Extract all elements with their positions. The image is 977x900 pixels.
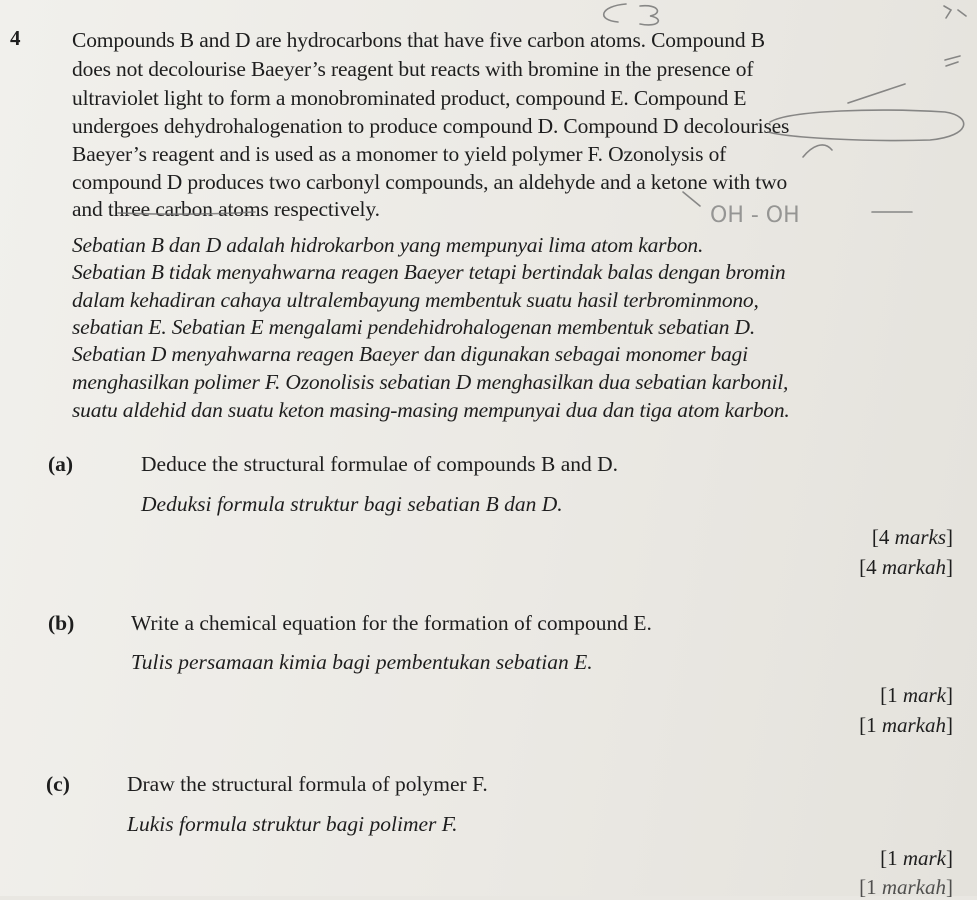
part-label: (b)	[48, 611, 75, 635]
markah-allocation: [4 markah]	[859, 555, 953, 579]
stem-ms-line: sebatian E. Sebatian E mengalami pendehidrohalogenan membentuk sebatian D.	[72, 315, 756, 339]
stem-ms-line: dalam kehadiran cahaya ultralembayung membentuk suatu hasil terbrominmono,	[72, 288, 759, 312]
stem-ms-line: Sebatian D menyahwarna reagen Baeyer dan digunakan sebagai monomer bagi	[72, 342, 748, 366]
marks-allocation: [4 marks]	[871, 525, 953, 549]
part-question-english: Draw the structural formula of polymer F.	[127, 772, 488, 796]
pencil-arrow	[848, 84, 905, 103]
stem-en-line: Baeyer’s reagent and is used as a monomer to yield polymer F. Ozonolysis of	[72, 142, 727, 166]
markah-allocation: [1 markah]	[859, 713, 953, 737]
question-number: 4	[10, 26, 21, 50]
stem-ms-line: menghasilkan polimer F. Ozonolisis sebatian D menghasilkan dua sebatian karbonil,	[72, 370, 789, 394]
pencil-scribble	[958, 10, 966, 16]
pencil-circle	[768, 110, 964, 140]
pencil-scribble	[604, 4, 626, 22]
stem-en-line: and three carbon atoms respectively.	[72, 197, 380, 221]
handwritten-note: OH - OH	[710, 203, 800, 228]
stem-ms-line: Sebatian B tidak menyahwarna reagen Baeyer tetapi bertindak balas dengan bromin	[72, 260, 786, 284]
part-question-english: Deduce the structural formulae of compounds B and D.	[141, 452, 619, 476]
part-label: (a)	[48, 452, 74, 476]
pencil-scribble	[944, 6, 951, 18]
part-question-malay: Lukis formula struktur bagi polimer F.	[127, 812, 458, 836]
marks-allocation: [1 mark]	[880, 683, 953, 707]
pencil-scribble	[945, 56, 960, 66]
stem-en-line: Compounds B and D are hydrocarbons that have five carbon atoms. Compound B	[72, 28, 765, 52]
markah-allocation: [1 markah]	[859, 875, 953, 899]
stem-ms-line: suatu aldehid dan suatu keton masing-masing mempunyai dua dan tiga atom karbon.	[72, 398, 790, 422]
part-question-malay: Deduksi formula struktur bagi sebatian B dan D.	[141, 492, 563, 516]
pencil-scribble	[640, 6, 658, 25]
stem-ms-line: Sebatian B dan D adalah hidrokarbon yang mempunyai lima atom karbon.	[72, 233, 704, 257]
part-label: (c)	[46, 772, 70, 796]
part-question-english: Write a chemical equation for the formation of compound E.	[131, 611, 652, 635]
marks-allocation: [1 mark]	[880, 846, 953, 870]
stem-en-line: does not decolourise Baeyer’s reagent but reacts with bromine in the presence of	[72, 57, 754, 81]
stem-en-line: undergoes dehydrohalogenation to produce compound D. Compound D decolourises	[72, 114, 790, 138]
part-question-malay: Tulis persamaan kimia bagi pembentukan sebatian E.	[131, 650, 593, 674]
stem-en-line: compound D produces two carbonyl compounds, an aldehyde and a ketone with two	[72, 170, 788, 194]
pencil-scribble	[803, 145, 832, 157]
stem-en-line: ultraviolet light to form a monobrominated product, compound E. Compound E	[72, 86, 747, 110]
